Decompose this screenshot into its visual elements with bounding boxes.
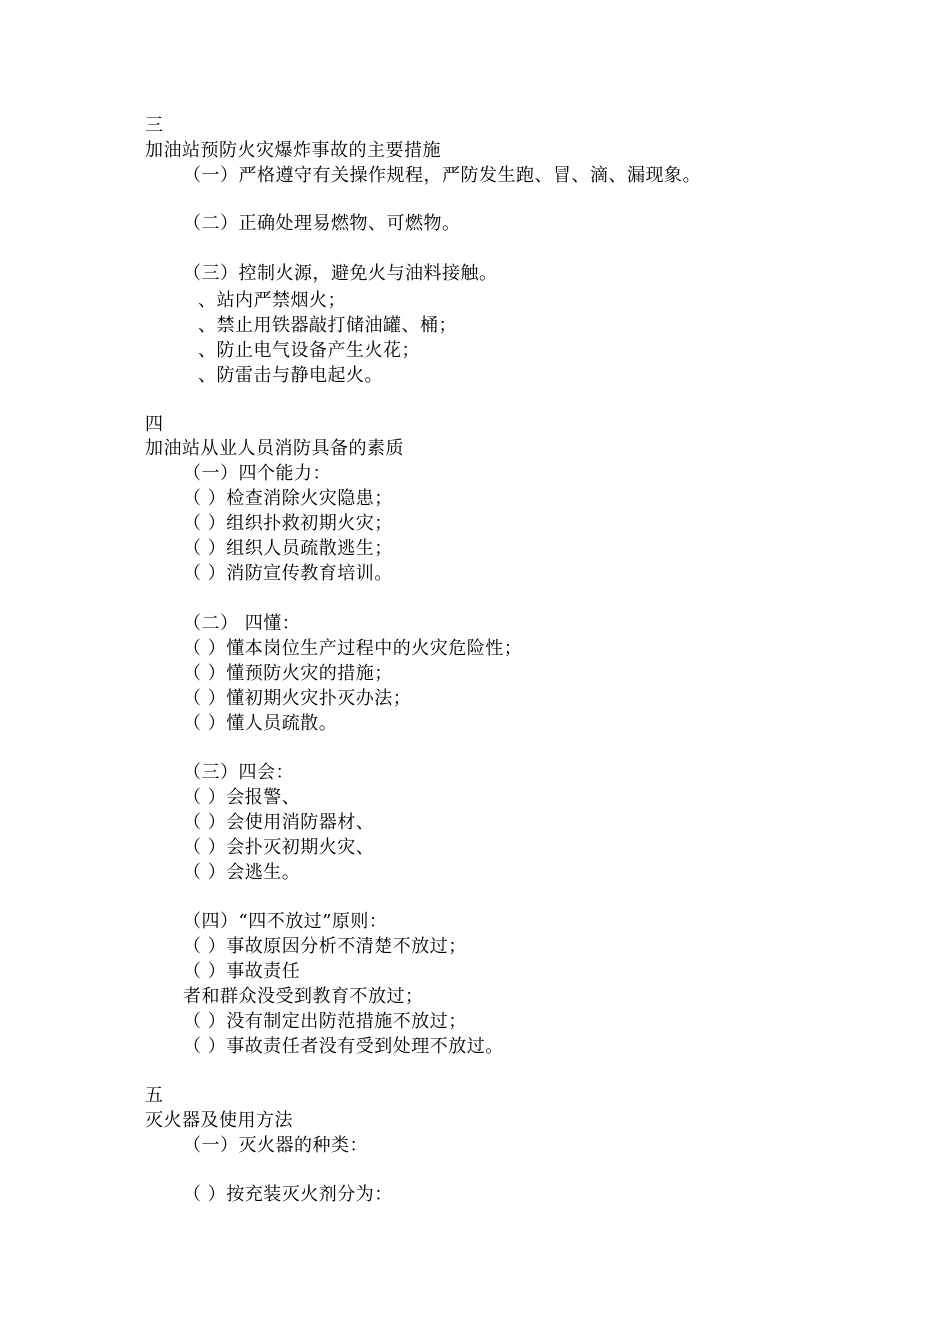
section-5-title: 灭火器及使用方法 (145, 1110, 293, 1131)
section-3-item-3: （三）控制火源，避免火与油料接触。 (183, 263, 498, 284)
principle-item: （ ）事故责任者没有受到处理不放过。 (183, 1036, 504, 1057)
section-5-item-1: （一）灭火器的种类： (183, 1135, 368, 1156)
skills-item: （ ）会使用消防器材、 (183, 812, 375, 833)
skills-item: （ ）会逃生。 (183, 862, 301, 883)
ability-item: （ ）组织扑救初期火灾； (183, 513, 393, 534)
ability-item: （ ）组织人员疏散逃生； (183, 538, 393, 559)
section-3-subitem: 、站内严禁烟火； (198, 290, 346, 311)
section-3-title: 加油站预防火灾爆炸事故的主要措施 (145, 140, 441, 161)
section-3-subitem: 、禁止用铁器敲打储油罐、桶； (198, 315, 457, 336)
ability-item: （ ）检查消除火灾隐患； (183, 488, 393, 509)
section-3-subitem: 、防雷击与静电起火。 (198, 365, 383, 386)
understand-item: （ ）懂预防火灾的措施； (183, 663, 393, 684)
principle-item: （ ）事故责任 (183, 961, 301, 982)
understand-item: （ ）懂本岗位生产过程中的火灾危险性； (183, 638, 523, 659)
skills-item: （ ）会报警、 (183, 787, 301, 808)
section-3-subitem: 、防止电气设备产生火花； (198, 340, 420, 361)
understand-item: （ ）懂初期火灾扑灭办法； (183, 688, 412, 709)
section-4-number: 四 (145, 414, 164, 435)
principle-item: （ ）没有制定出防范措施不放过； (183, 1011, 467, 1032)
section-3-item-2: （二）正确处理易燃物、可燃物。 (183, 213, 461, 234)
principle-item-continued: 者和群众没受到教育不放过； (183, 986, 424, 1007)
section-3-item-1: （一）严格遵守有关操作规程，严防发生跑、冒、滴、漏现象。 (183, 165, 701, 186)
understand-heading: （二） 四懂： (183, 613, 301, 634)
section-4-title: 加油站从业人员消防具备的素质 (145, 438, 404, 459)
section-5-item-2: （ ）按充装灭火剂分为： (183, 1184, 393, 1205)
principle-heading: （四）“四不放过”原则： (183, 911, 388, 932)
skills-heading: （三）四会： (183, 762, 294, 783)
principle-item: （ ）事故原因分析不清楚不放过； (183, 936, 467, 957)
section-3-number: 三 (145, 115, 164, 136)
ability-item: （ ）消防宣传教育培训。 (183, 563, 393, 584)
understand-item: （ ）懂人员疏散。 (183, 713, 338, 734)
section-5-number: 五 (145, 1085, 164, 1106)
ability-heading: （一）四个能力： (183, 463, 331, 484)
skills-item: （ ）会扑灭初期火灾、 (183, 837, 375, 858)
